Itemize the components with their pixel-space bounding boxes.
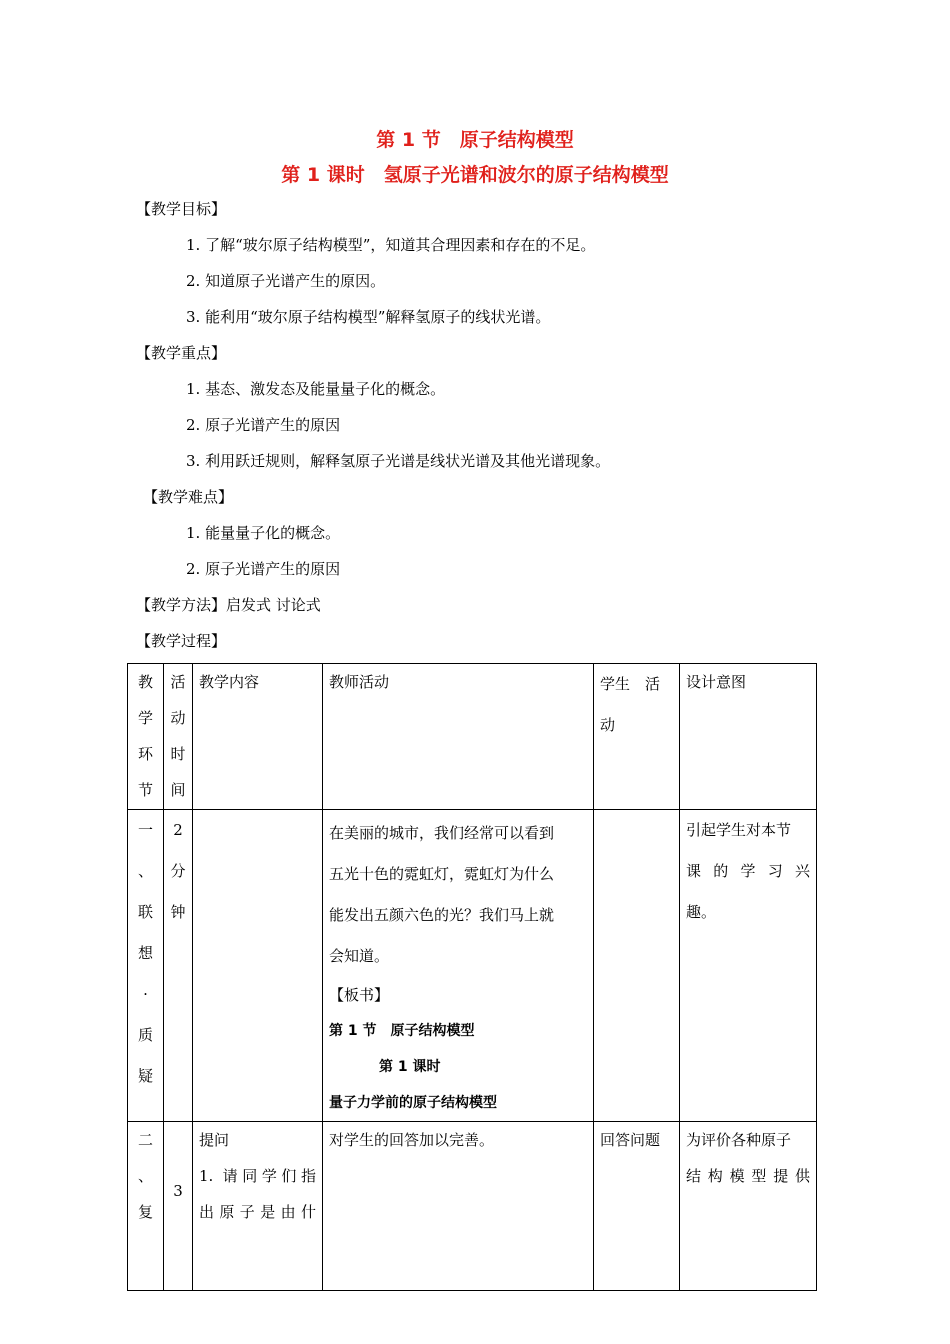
row2-student: 回答问题 xyxy=(594,1122,680,1291)
row1-time: 2 分 钟 xyxy=(164,810,193,1122)
table-row xyxy=(128,1122,817,1291)
row2-content: 提问 1. 请同学们指 出原子是由什 xyxy=(193,1122,323,1291)
header-teacher: 教师活动 xyxy=(323,664,594,810)
page-title: 第 1 节 原子结构模型 xyxy=(376,129,574,151)
header-student: 学生 活动 xyxy=(594,664,680,810)
key-point-item: 1. 基态、激发态及能量量子化的概念。 xyxy=(186,380,446,398)
row2-teacher: 对学生的回答加以完善。 xyxy=(323,1122,594,1291)
board-lesson: 第 1 课时 xyxy=(379,1059,441,1075)
header-content: 教学内容 xyxy=(193,664,323,810)
difficulty-item: 2. 原子光谱产生的原因 xyxy=(186,560,341,578)
row2-time: 3 xyxy=(164,1122,193,1291)
objective-item: 2. 知道原子光谱产生的原因。 xyxy=(186,272,386,290)
key-point-item: 3. 利用跃迁规则，解释氢原子光谱是线状光谱及其他光谱现象。 xyxy=(186,452,611,470)
board-label: 【板书】 xyxy=(329,986,390,1004)
row2-stage: 二 、 复 xyxy=(128,1122,164,1291)
row1-stage: 一 、 联 想 · 质 疑 xyxy=(128,810,164,1122)
difficulty-item: 1. 能量量子化的概念。 xyxy=(186,524,341,542)
table-row xyxy=(128,810,817,1122)
key-point-item: 2. 原子光谱产生的原因 xyxy=(186,416,341,434)
row1-student xyxy=(594,810,680,1122)
header-time: 活 动 时 间 xyxy=(164,664,193,810)
process-heading: 【教学过程】 xyxy=(136,632,227,650)
objectives-heading: 【教学目标】 xyxy=(136,200,227,218)
board-title: 第 1 节 原子结构模型 xyxy=(329,1023,475,1039)
table-header-row xyxy=(128,664,817,810)
header-design: 设计意图 xyxy=(680,664,817,810)
row1-teacher: 在美丽的城市，我们经常可以看到 五光十色的霓虹灯，霓虹灯为什么 能发出五颜六色的光？我们马上就 会知道。 【板书】 第 1 节 原子结构模型 第 1 课时 量子力学前的原子结构模型 xyxy=(323,810,594,1122)
key-points-heading: 【教学重点】 xyxy=(136,344,227,362)
objective-item: 3. 能利用“玻尔原子结构模型”解释氢原子的线状光谱。 xyxy=(186,308,551,326)
objective-item: 1. 了解“玻尔原子结构模型”，知道其合理因素和存在的不足。 xyxy=(186,236,596,254)
difficulties-heading: 【教学难点】 xyxy=(143,488,234,506)
row1-design: 引起学生对本节 课的学习兴 趣。 xyxy=(680,810,817,1122)
header-stage: 教 学 环 节 xyxy=(128,664,164,810)
method-heading: 【教学方法】 xyxy=(136,596,227,614)
row1-content xyxy=(193,810,323,1122)
method-text: 启发式 讨论式 xyxy=(226,596,321,614)
process-table xyxy=(127,663,817,1291)
method-line xyxy=(136,595,321,615)
lesson-subtitle: 第 1 课时 氢原子光谱和波尔的原子结构模型 xyxy=(281,164,669,186)
row2-design: 为评价各种原子 结构模型提供 xyxy=(680,1122,817,1291)
board-topic: 量子力学前的原子结构模型 xyxy=(329,1095,497,1111)
